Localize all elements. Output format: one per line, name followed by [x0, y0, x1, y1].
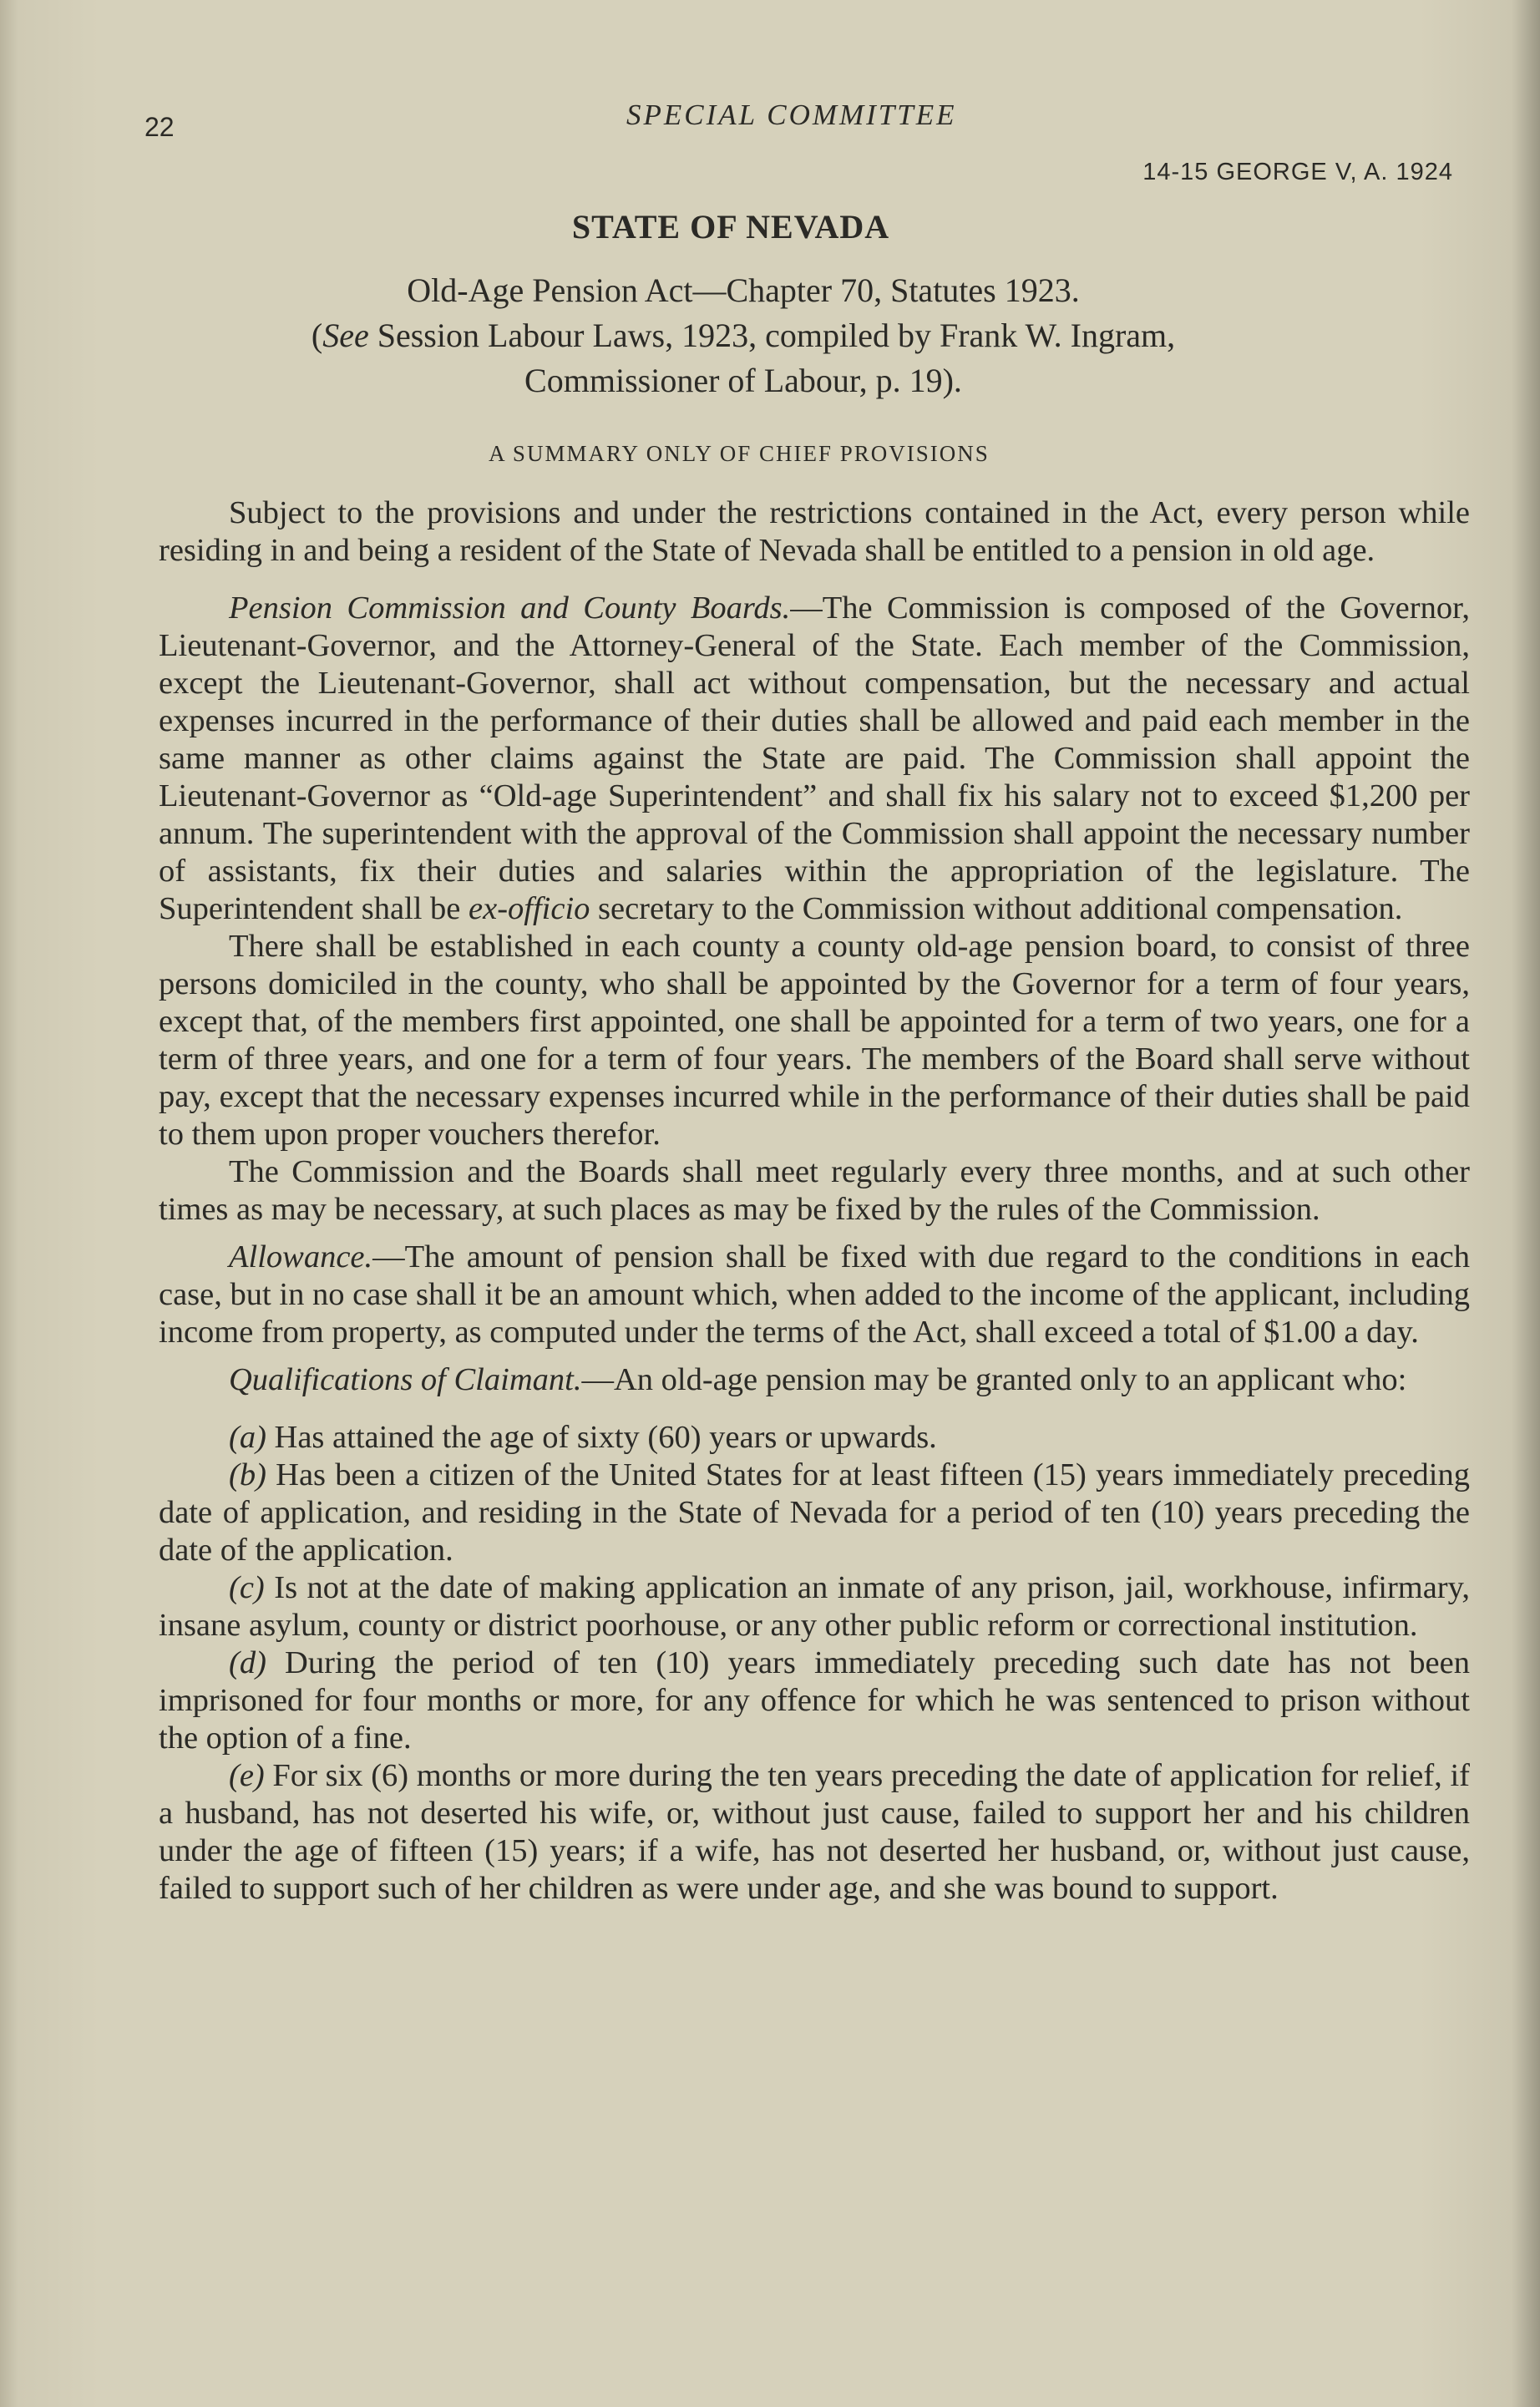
- qualifications-text: —An old-age pension may be granted only to an applicant who:: [581, 1362, 1407, 1397]
- clause-b: [159, 1457, 1470, 1569]
- clause-marker: (d): [229, 1645, 266, 1680]
- commission-paragraph: [159, 590, 1470, 928]
- clause-marker: (a): [229, 1420, 266, 1455]
- boards-paragraph: There shall be established in each county a county old-age pension board, to consist of three persons domiciled in the county, who shall be appointed by the Governor for a term of four years, except that, of the members first appointed, one shall be appointed for a term of two years, one for a term of three years, and one for a term of four years. The members of the Board shall serve without pay, except that the necessary expenses incurred while in the performance of their duties shall be paid to them upon proper vouchers therefor.: [159, 929, 1470, 1152]
- clause-text: Is not at the date of making application an inmate of any prison, jail, workhouse, infirmary, insane asylum, county or district poorhouse, or any other public reform or correctional institution.: [159, 1570, 1470, 1643]
- clause-text: During the period of ten (10) years immediately preceding such date has not been imprisoned for four months or more, for any offence for which he was sentenced to prison without the option of a fine.: [159, 1645, 1470, 1756]
- document-body: [159, 494, 1470, 1908]
- allowance-lead: Allowance.: [229, 1239, 373, 1274]
- clause-text: Has attained the age of sixty (60) years or upwards.: [266, 1420, 937, 1455]
- allowance-paragraph: [159, 1239, 1470, 1351]
- clause-d: [159, 1644, 1470, 1757]
- running-header: [144, 99, 1470, 142]
- qualifications-lead: Qualifications of Claimant.: [229, 1362, 582, 1397]
- clause-text: Has been a citizen of the United States for at least fifteen (15) years immediately preceding date of application, and residing in the State of Nevada for a period of ten (10) years preceding the date of the application.: [159, 1457, 1470, 1568]
- running-title: SPECIAL COMMITTEE: [626, 99, 957, 131]
- clause-e: [159, 1757, 1470, 1908]
- clause-a: [159, 1419, 1470, 1457]
- see-label: See: [322, 317, 369, 354]
- commission-lead: Pension Commission and County Boards.: [229, 590, 791, 626]
- meetings-paragraph: The Commission and the Boards shall meet regularly every three months, and at such other times as may be necessary, at such places as may be fixed by the rules of the Commission.: [159, 1154, 1470, 1227]
- section-title: STATE OF NEVADA: [571, 208, 890, 246]
- ex-officio-term: ex-officio: [469, 891, 590, 926]
- clause-marker: (b): [229, 1457, 266, 1492]
- page-number: 22: [144, 112, 175, 142]
- commission-text-b: secretary to the Commission without additional compensation.: [590, 891, 1403, 926]
- allowance-text: —The amount of pension shall be fixed with due regard to the conditions in each case, but in no case shall it be an amount which, when added to the income of the applicant, including income from property, as computed under the terms of the Act, shall exceed a total of $1.00 a day.: [159, 1239, 1470, 1350]
- act-citation: Old-Age Pension Act—Chapter 70, Statutes 1923.: [407, 271, 1080, 309]
- source-reference-cont: Commissioner of Labour, p. 19).: [524, 362, 962, 399]
- intro-paragraph: Subject to the provisions and under the restrictions contained in the Act, every person while residing in and being a resident of the State of Nevada shall be entitled to a pension in old age.: [159, 495, 1470, 568]
- summary-heading: A SUMMARY ONLY OF CHIEF PROVISIONS: [489, 441, 990, 466]
- clause-c: [159, 1569, 1470, 1644]
- paren-open: (: [311, 317, 323, 354]
- commission-text-a: —The Commission is composed of the Governor, Lieutenant-Governor, and the Attorney-General of the State. Each member of the Commission, except the Lieutenant-Governor, shall act without compensation, but the necessary and actual expenses incurred in the performance of their duties shall be allowed and paid each member in the same manner as other claims against the State are paid. The Commission shall appoint the Lieutenant-Governor as “Old-age Superintendent” and shall fix his salary not to exceed $1,200 per annum. The superintendent with the approval of the Commission shall appoint the necessary number of assistants, fix their duties and salaries within the appropriation of the legislature. The Superintendent shall be: [159, 590, 1470, 926]
- qualifications-paragraph: [159, 1361, 1470, 1399]
- clause-marker: (c): [229, 1570, 265, 1605]
- clause-marker: (e): [229, 1758, 265, 1793]
- source-reference: [159, 316, 1470, 355]
- session-reference: 14-15 GEORGE V, A. 1924: [1142, 159, 1453, 185]
- clause-text: For six (6) months or more during the ten years preceding the date of application for relief, if a husband, has not deserted his wife, or, without just cause, failed to support her and his children under the age of fifteen (15) years; if a wife, has not deserted her husband, or, without just cause, failed to support such of her children as were under age, and she was bound to support.: [159, 1758, 1470, 1906]
- source-text: Session Labour Laws, 1923, compiled by Frank W. Ingram,: [368, 317, 1176, 354]
